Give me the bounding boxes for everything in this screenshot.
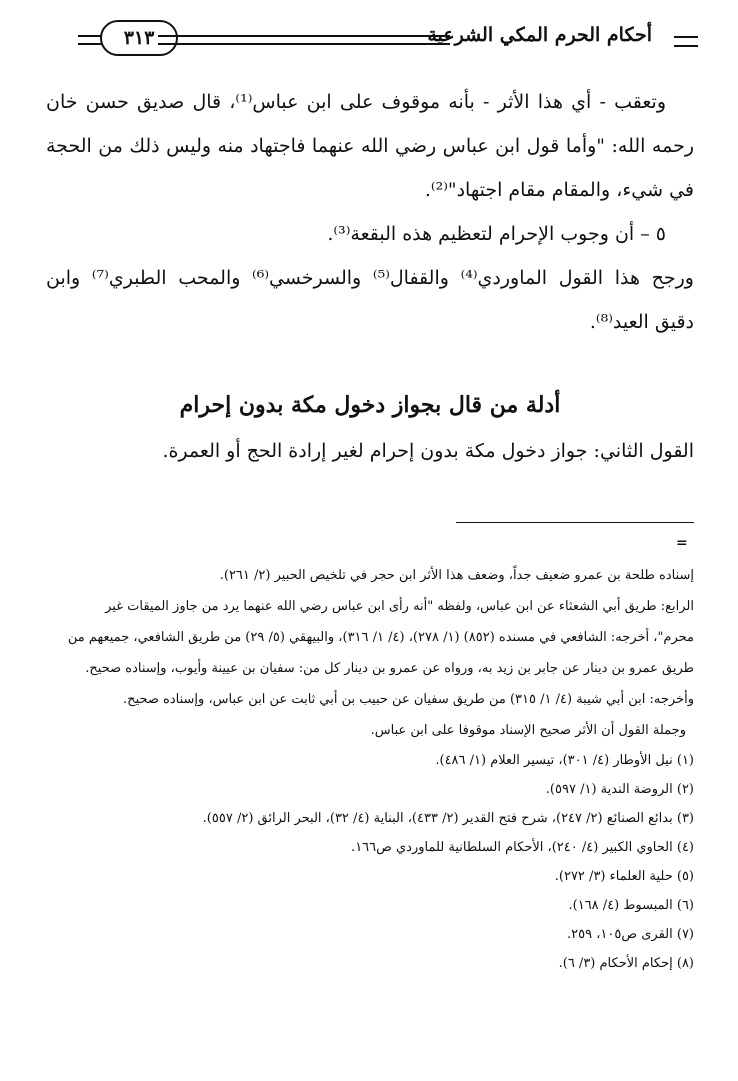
footnote-item: (٧) القرى ص١٠٥، ٢٥٩.: [567, 927, 694, 942]
footnote-continuation-line: وأخرجه: ابن أبي شيبة (٤/ ١/ ٣١٥) من طريق سفيان عن حبيب بن أبي ثابت عن ابن عباس، وإسناده صحيح.: [123, 692, 694, 707]
footnote-item: (٣) بدائع الصنائع (٢/ ٢٤٧)، شرح فتح القدير (٢/ ٤٣٣)، البناية (٤/ ٣٢)، البحر الرائق (٢/ ٥٥٧).: [202, 811, 694, 826]
section-subtitle: القول الثاني: جواز دخول مكة بدون إحرام لغير إرادة الحج أو العمرة.: [162, 440, 694, 462]
footnote-list: [66, 746, 694, 978]
footnote-item: (٢) الروضة الندية (١/ ٥٩٧).: [545, 782, 694, 797]
footnote-item: (٨) إحكام الأحكام (٣/ ٦).: [558, 956, 694, 971]
footnote-item: (١) نيل الأوطار (٤/ ٣٠١)، تيسير العلام (١/ ٤٨٦).: [435, 753, 694, 768]
header-dash: [674, 36, 698, 47]
paragraph-2: ٥ – أن وجوب الإحرام لتعظيم هذه البقعة⁽³⁾.: [327, 223, 666, 245]
footnote-item: (٦) المبسوط (٤/ ١٦٨).: [568, 898, 694, 913]
header-rule: [158, 35, 450, 45]
footnote-continuation-line: الرابع: طريق أبي الشعثاء عن ابن عباس، ولفظه "أنه رأى ابن عباس رضي الله عنهما يرد من جاوز الميقات غير محرم"، أخرجه: الشافعي في مسنده (٨٥٢) (١/ ٢٧٨)، (٤/ ١/ ٣١٦)، والبيهقي (٥/ ٢٩) من طريق الشافعي، جميعهم من طريق عمرو بن دينار عن جابر بن زيد به، ورواه عن عمرو بن دينار كل من: سفيان بن عيينة وأيوب، وإسناده صحيح.: [67, 599, 694, 676]
footnote-item: (٤) الحاوي الكبير (٤/ ٢٤٠)، الأحكام السلطانية للماوردي ص١٦٦.: [351, 840, 694, 855]
page-number-badge: ٣١٣: [100, 20, 178, 56]
main-text: [46, 80, 694, 344]
footnote-continuation-line: وجملة القول أن الأثر صحيح الإسناد موقوفا على ابن عباس.: [370, 723, 686, 738]
footnote-continuation-line: إسناده طلحة بن عمرو ضعيف جداً، وضعف هذا الأثر ابن حجر في تلخيص الحبير (٢/ ٢٦١).: [219, 568, 694, 583]
running-title: أحكام الحرم المكي الشرعية: [427, 24, 652, 46]
paragraph-3: ورجح هذا القول الماوردي⁽⁴⁾ والقفال⁽⁵⁾ والسرخسي⁽⁶⁾ والمحب الطبري⁽⁷⁾ وابن دقيق العيد⁽⁸⁾.: [46, 267, 694, 333]
footnote-separator: [456, 522, 694, 523]
footnote-item: (٥) حلية العلماء (٣/ ٢٧٢).: [554, 869, 694, 884]
footnotes: [66, 560, 694, 978]
paragraph-1: وتعقب - أي هذا الأثر - بأنه موقوف على ابن عباس⁽¹⁾، قال صديق حسن خان رحمه الله: "وأما قول ابن عباس رضي الله عنهما فاجتهاد منه وليس ذلك من الحجة في شيء، والمقام مقام اجتهاد"⁽²⁾.: [46, 91, 694, 201]
section-heading: أدلة من قال بجواز دخول مكة بدون إحرام: [179, 392, 561, 418]
running-header: [78, 18, 698, 58]
footnote-continuation-mark: =: [676, 535, 688, 551]
